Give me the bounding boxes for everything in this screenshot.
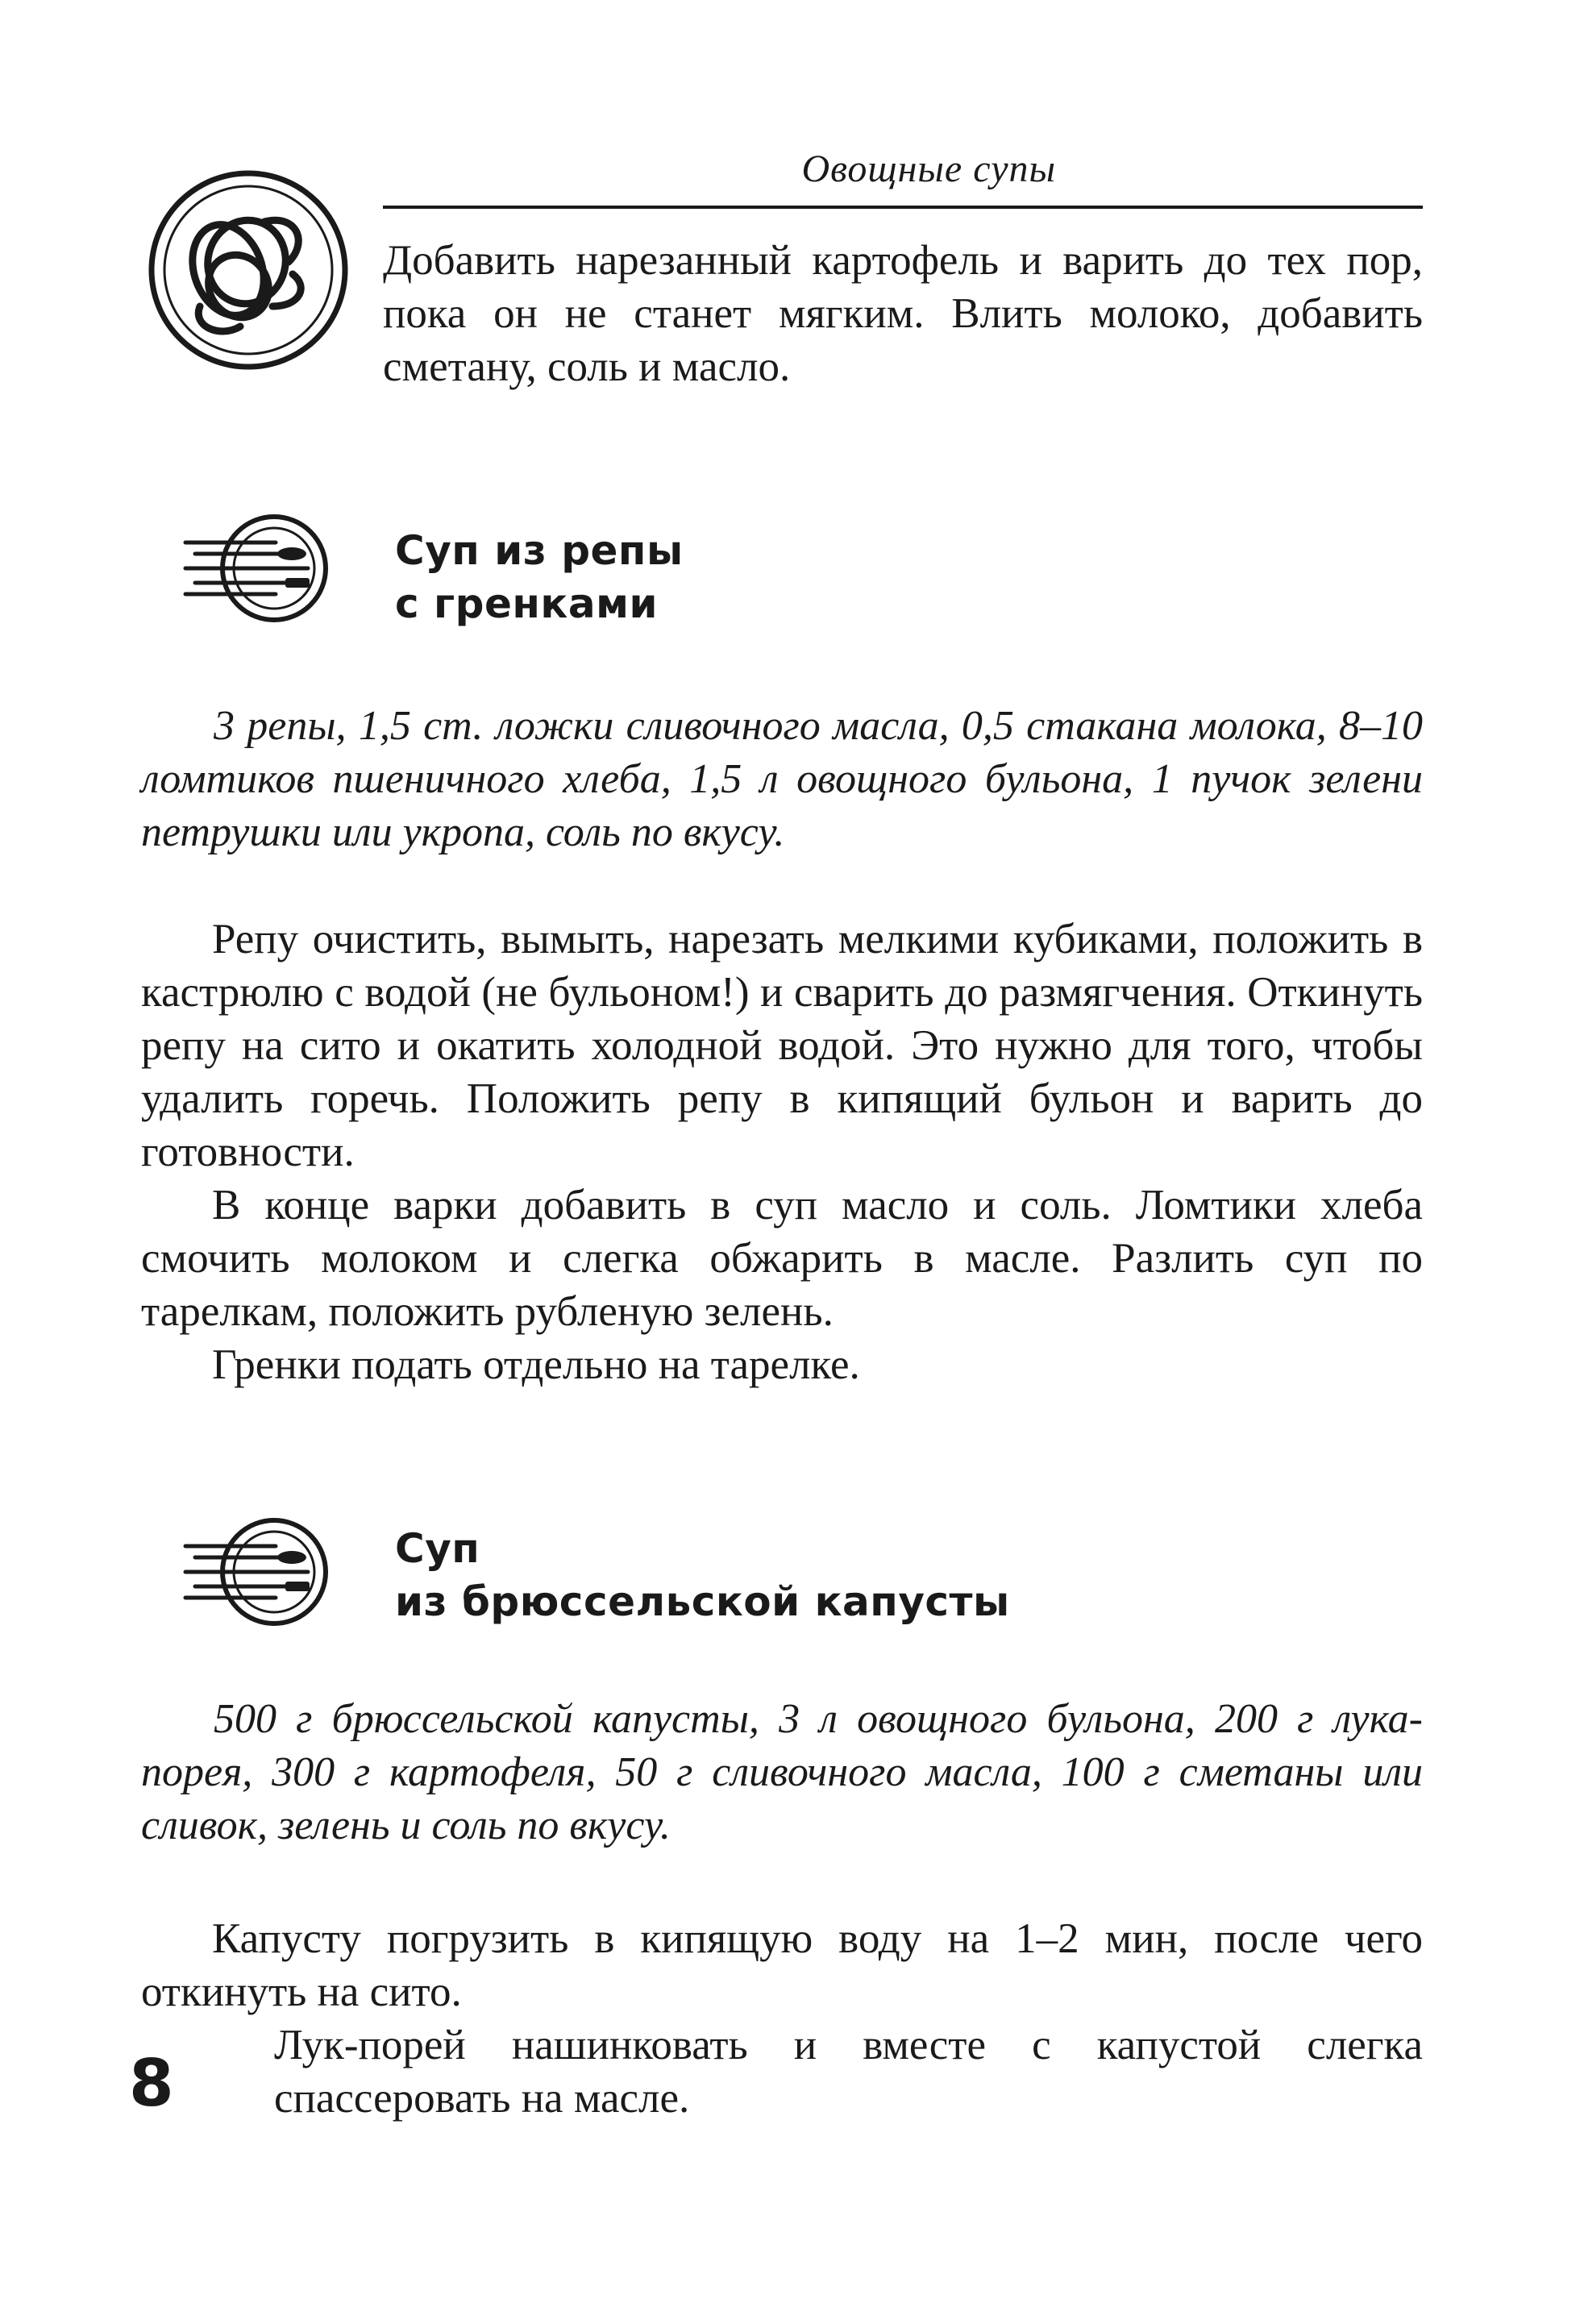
recipe-title-line: с гренками: [395, 580, 658, 627]
recipe-title-turnip-soup: [395, 524, 684, 630]
recipe-step: Капусту погрузить в кипящую воду на 1–2 мин, после чего откинуть на сито.: [141, 1915, 1423, 2015]
plate-cutlery-icon: [179, 1515, 332, 1628]
recipe-step: Репу очистить, вымыть, нарезать мелкими кубиками, положить в кастрюлю с водой (не бульоном!) и сварить до размягчения. Откинуть репу на сито и окатить холодной водой. Это нужно для того, чтобы удалить горечь. Положить репу в кипящий бульон и варить до готовности.: [141, 916, 1423, 1175]
recipe-title-line: Суп из репы: [395, 527, 684, 574]
section-title: Овощные супы: [801, 148, 1056, 190]
ingredients-list: 500 г брюссельской капусты, 3 л овощного бульона, 200 г лука-порея, 300 г картофеля, 50 г сливочного масла, 100 г сметаны или сливок, зелень и соль по вкусу.: [141, 1696, 1423, 1848]
recipe-steps: [141, 913, 1423, 1391]
noodle-bowl-icon: [143, 165, 353, 375]
recipe-title-line: Суп: [395, 1525, 480, 1572]
recipe-steps: [141, 1912, 1423, 2018]
ingredients-list: 3 репы, 1,5 ст. ложки сливочного масла, 0,5 стакана молока, 8–10 ломтиков пшеничного хлеба, 1,5 л овощного бульона, 1 пучок зелени петрушки или укропа, соль по вкусу.: [141, 703, 1423, 855]
recipe-step: В конце варки добавить в суп масло и соль. Ломтики хлеба смочить молоком и слегка обжарить в масле. Разлить суп по тарелкам, положить рубленую зелень.: [141, 1182, 1423, 1335]
intro-paragraph: Добавить нарезанный картофель и варить до тех пор, пока он не станет мягким. Влить молоко, добавить сметану, соль и масло.: [383, 237, 1423, 390]
recipe-title-brussels-sprouts-soup: [395, 1522, 1010, 1628]
recipe-steps: [274, 2018, 1423, 2125]
recipe-step: Гренки подать отдельно на тарелке.: [212, 1341, 860, 1388]
recipe-step: Лук-порей нашинковать и вместе с капустой слегка спассеровать на масле.: [274, 2022, 1423, 2122]
recipe-title-line: из брюссельской капусты: [395, 1578, 1010, 1625]
running-header: [383, 145, 1423, 209]
plate-cutlery-icon: [179, 512, 332, 625]
page-number: 8: [129, 2046, 174, 2121]
